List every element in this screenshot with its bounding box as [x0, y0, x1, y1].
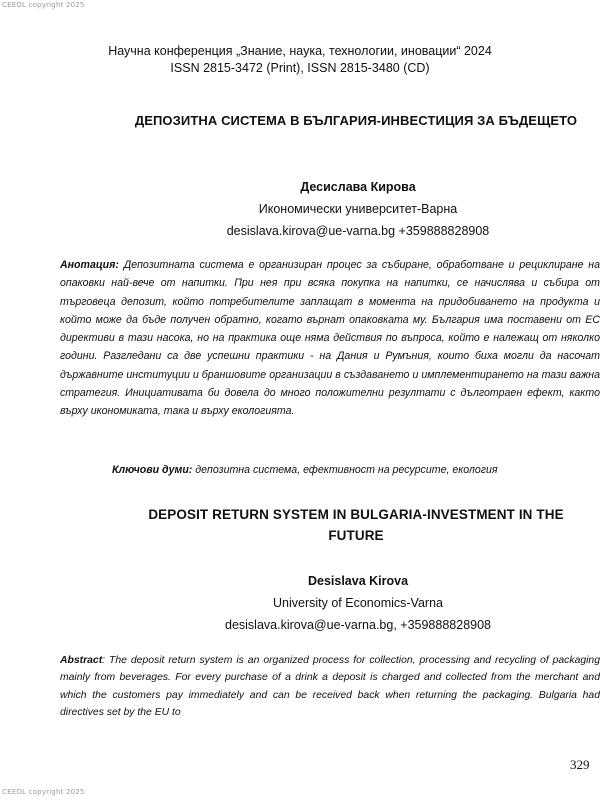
issn-line: ISSN 2815-3472 (Print), ISSN 2815-3480 (CD): [170, 61, 430, 75]
abstract-text-en: The deposit return system is an organized process for collection, processing and recycling of packaging mainly from beverages. For every purchase of a drink a deposit is charged and collected from the merchant and which the customers pay immediately and can be received back when returning the packaging. Bulgaria had directives set by the EU to: [60, 655, 600, 719]
keywords-bg: [112, 462, 498, 478]
author-block-bg: [178, 176, 538, 242]
paper-title-bg: ДЕПОЗИТНА СИСТЕМА В БЪЛГАРИЯ-ИНВЕСТИЦИЯ ЗА БЪДЕЩЕТО: [134, 113, 578, 128]
paper-title-en: DEPOSIT RETURN SYSTEM IN BULGARIA-INVESTMENT IN THE FUTURE: [148, 507, 564, 543]
abstract-label-en: Abstract: [60, 655, 103, 666]
conference-header: [0, 43, 600, 77]
author-name-bg: Десислава Кирова: [300, 180, 416, 194]
affiliation-en: University of Economics-Varna: [273, 596, 443, 610]
conference-title: Научна конференция „Знание, наука, технологии, иновации“ 2024: [108, 44, 492, 58]
contact-bg: desislava.kirova@ue-varna.bg +359888828908: [226, 224, 490, 238]
page-number: 329: [570, 757, 590, 772]
author-block-en: [178, 570, 538, 636]
copyright-watermark-bottom: CEEOL copyright 2025: [2, 788, 85, 796]
keywords-label-bg: Ключови думи:: [112, 464, 193, 476]
abstract-sep-en: :: [102, 655, 106, 666]
keywords-text-bg: депозитна система, ефективност на ресурсите, екология: [195, 464, 498, 476]
contact-en: desislava.kirova@ue-varna.bg, +359888828908: [225, 618, 491, 632]
copyright-watermark-top: CEEOL copyright 2025: [2, 1, 85, 9]
abstract-text-bg: Депозитната система е организиран процес за събиране, обработване и рециклиране на опаковки най-вече от напитки. При нея при всяка покупка на напитки, се начислява и събира от търговеца депозит, който потребителите заплащат в момента на придобиването на продукта и който може да бъде получен обратно, когато върнат опаковката му. България има поставени от ЕС директиви в тази насока, но на практика още няма действия по въпроса, който е належащ от няколко години. Разгледани са две успешни практики - на Дания и Румъния, които биха могли да насочат държавните институции и браншовите организации в създаването и имплементирането на тази важна стратегия. Инициативата би довела до много положителни резултати с дълготраен ефект, както върху икономиката, така и върху екологията.: [60, 259, 600, 418]
abstract-label-bg: Анотация:: [60, 259, 119, 271]
affiliation-bg: Икономически университет-Варна: [258, 202, 458, 216]
author-name-en: Desislava Kirova: [307, 574, 409, 588]
abstract-bg: [60, 256, 600, 421]
abstract-en: [60, 652, 600, 722]
